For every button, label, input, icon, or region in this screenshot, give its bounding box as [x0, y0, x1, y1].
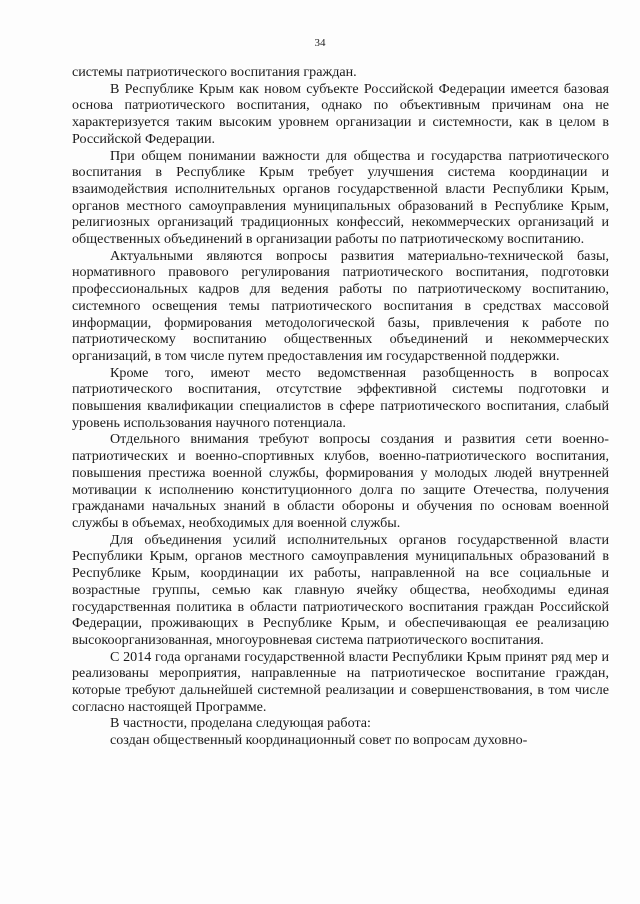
paragraph-since-2014: С 2014 года органами государственной власти Республики Крым принят ряд мер и реализованы мероприятия, направленные на патриотическое воспитание граждан, которые требуют дальнейшей системной реализации и совершенствования, в том числе согласно настоящей Программе. [72, 648, 609, 715]
paragraph-military-clubs: Отдельного внимания требуют вопросы создания и развития сети военно-патриотических и военно-спортивных клубов, военно-патриотического воспитания, повышения престижа военной службы, формирования у молодых людей внутренней мотивации к исполнению конституционного долга по защите Отечества, получения гражданами начальных знаний в области обороны и обучения по основам военной службы в объемах, необходимых для военной службы. [72, 431, 609, 531]
paragraph-fragmentation: Кроме того, имеют место ведомственная разобщенность в вопросах патриотического воспитания, отсутствие эффективной системы подготовки и повышения квалификации специалистов в сфере патриотического воспитания, слабый уровень использования научного потенциала. [72, 364, 609, 431]
paragraph-council-created: создан общественный координационный совет по вопросам духовно- [110, 732, 528, 749]
paragraph-unified-policy: Для объединения усилий исполнительных органов государственной власти Республики Крым, органов местного самоуправления муниципальных образований в Республике Крым, координации их работы, направленной на все социальные и возрастные группы, семью как главную ячейку общества, необходимы единая государственная политика в области патриотического воспитания граждан Российской Федерации, проживающих в Республике Крым, и обеспечивающая ее реализацию высокоорганизованная, многоуровневая система патриотического воспитания. [72, 531, 609, 648]
page-number: 34 [314, 37, 326, 49]
paragraph-current-issues: Актуальными являются вопросы развития материально-технической базы, нормативного правового регулирования патриотического воспитания, подготовки профессиональных кадров для ведения работы по патриотическому воспитанию, системного освещения темы патриотического воспитания в средствах массовой информации, формирования методологической базы, привлечения к работе по патриотическому воспитанию общественных объединений и некоммерческих организаций, в том числе путем предоставления им государственной поддержки. [72, 247, 609, 364]
paragraph-work-done: В частности, проделана следующая работа: [110, 715, 371, 732]
paragraph-continuation: системы патриотического воспитания граждан. [72, 64, 357, 80]
paragraph-crimea-basis: В Республике Крым как новом субъекте Российской Федерации имеется базовая основа патриотического воспитания, однако по объективным причинам она не характеризуется таким высоким уровнем организации и системности, как в целом в Российской Федерации. [72, 80, 609, 147]
document-body [72, 64, 609, 749]
paragraph-coordination: При общем понимании важности для общества и государства патриотического воспитания в Республике Крым требует улучшения система координации и взаимодействия исполнительных органов государственной власти Республики Крым, органов местного самоуправления муниципальных образований в Республике Крым, религиозных организаций традиционных конфессий, некоммерческих организаций и общественных объединений в организации работы по патриотическому воспитанию. [72, 147, 609, 248]
